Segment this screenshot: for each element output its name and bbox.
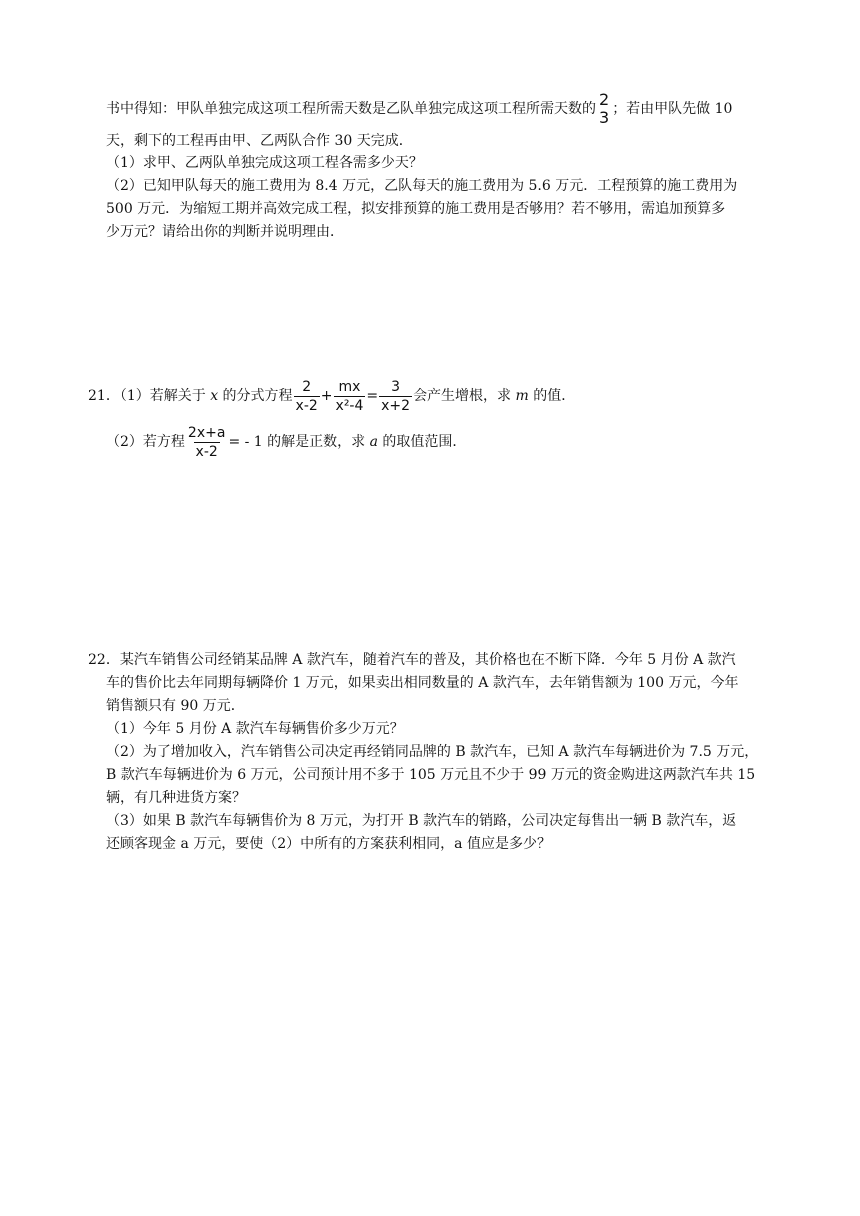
q20-part1: （1）求甲、乙两队单独完成这项工程各需多少天？ xyxy=(106,155,423,171)
q20-line1-text-a: 书中得知：甲队单独完成这项工程所需天数是乙队单独完成这项工程所需天数的 xyxy=(106,101,596,117)
fraction-denominator: x+2 xyxy=(381,397,411,414)
q21-part2 xyxy=(106,424,466,460)
equals-sign: = xyxy=(366,388,379,404)
fraction-mx-over-x2-minus-4 xyxy=(334,379,366,414)
var-m: m xyxy=(515,388,529,404)
q22-part1: （1）今年 5 月份 A 款汽车每辆售价多少万元？ xyxy=(106,721,404,737)
fraction-2x-plus-a-over-x-minus-2 xyxy=(186,425,228,460)
fraction-numerator: 2 xyxy=(302,378,312,395)
fraction-two-thirds xyxy=(597,92,611,126)
fraction-denominator: x-2 xyxy=(195,443,218,460)
q22-part3-line2: 还顾客现金 a 万元，要使（2）中所有的方案获利相同，a 值应是多少？ xyxy=(106,836,551,852)
q21-part2-text-a: （2）若方程 xyxy=(106,434,185,450)
q22-line1: 22．某汽车销售公司经销某品牌 A 款汽车，随着汽车的普及，其价格也在不断下降．今年 5 月份 A 款汽 xyxy=(88,652,736,668)
q22-line3: 销售额只有 90 万元． xyxy=(106,698,245,714)
q20-part2-line1: （2）已知甲队每天的施工费用为 8.4 万元，乙队每天的施工费用为 5.6 万元．工程预算的施工费用为 xyxy=(106,178,738,194)
q21-text1: 的分式方程 xyxy=(222,388,293,404)
fraction-3-over-x-plus-2 xyxy=(379,379,412,414)
var-a: a xyxy=(369,434,378,450)
q22-part2-line3: 辆，有几种进货方案？ xyxy=(106,790,246,806)
fraction-2-over-x-minus-2 xyxy=(294,379,320,414)
fraction-denominator: x²-4 xyxy=(335,397,364,414)
fraction-numerator: 3 xyxy=(391,378,401,395)
q20-part2-line2: 500 万元．为缩短工期并高效完成工程，拟安排预算的施工费用是否够用？若不够用，需追加预算多 xyxy=(106,201,726,217)
q22-line2: 车的售价比去年同期每辆降价 1 万元，如果卖出相同数量的 A 款汽车，去年销售额为 100 万元，今年 xyxy=(106,675,739,691)
plus-sign: + xyxy=(320,388,333,404)
q20-line1-text-b: ；若由甲队先做 10 xyxy=(612,101,733,117)
q22-part3-line1: （3）如果 B 款汽车每辆售价为 8 万元，为打开 B 款汽车的销路，公司决定每售出一辆 B 款汽车，返 xyxy=(106,813,737,829)
q21-label: 21．（1）若解关于 xyxy=(88,388,206,404)
fraction-numerator: 2x+a xyxy=(187,424,226,441)
q22-part2-line1: （2）为了增加收入，汽车销售公司决定再经销同品牌的 B 款汽车，已知 A 款汽车每辆进价为 7.5 万元， xyxy=(106,744,759,760)
q21-text3: 的值． xyxy=(533,388,576,404)
q20-part2-line3: 少万元？请给出你的判断并说明理由． xyxy=(106,224,344,240)
var-x: x xyxy=(210,388,219,404)
fraction-denominator: x-2 xyxy=(295,397,318,414)
q22-part2-line2: B 款汽车每辆进价为 6 万元，公司预计用不多于 105 万元且不少于 99 万元的资金购进这两款汽车共 15 xyxy=(106,767,756,783)
q21-part2-text-b: = - 1 的解是正数，求 xyxy=(228,434,366,450)
q20-line2: 天，剩下的工程再由甲、乙两队合作 30 天完成． xyxy=(106,133,413,149)
q21-text2: 会产生增根，求 xyxy=(413,388,512,404)
fraction-numerator: 2 xyxy=(599,90,610,109)
q21-part2-text-c: 的取值范围． xyxy=(382,434,467,450)
fraction-denominator: 3 xyxy=(599,108,610,127)
q20-line1 xyxy=(106,92,732,126)
fraction-numerator: mx xyxy=(338,378,361,395)
q21-part1 xyxy=(88,378,575,414)
